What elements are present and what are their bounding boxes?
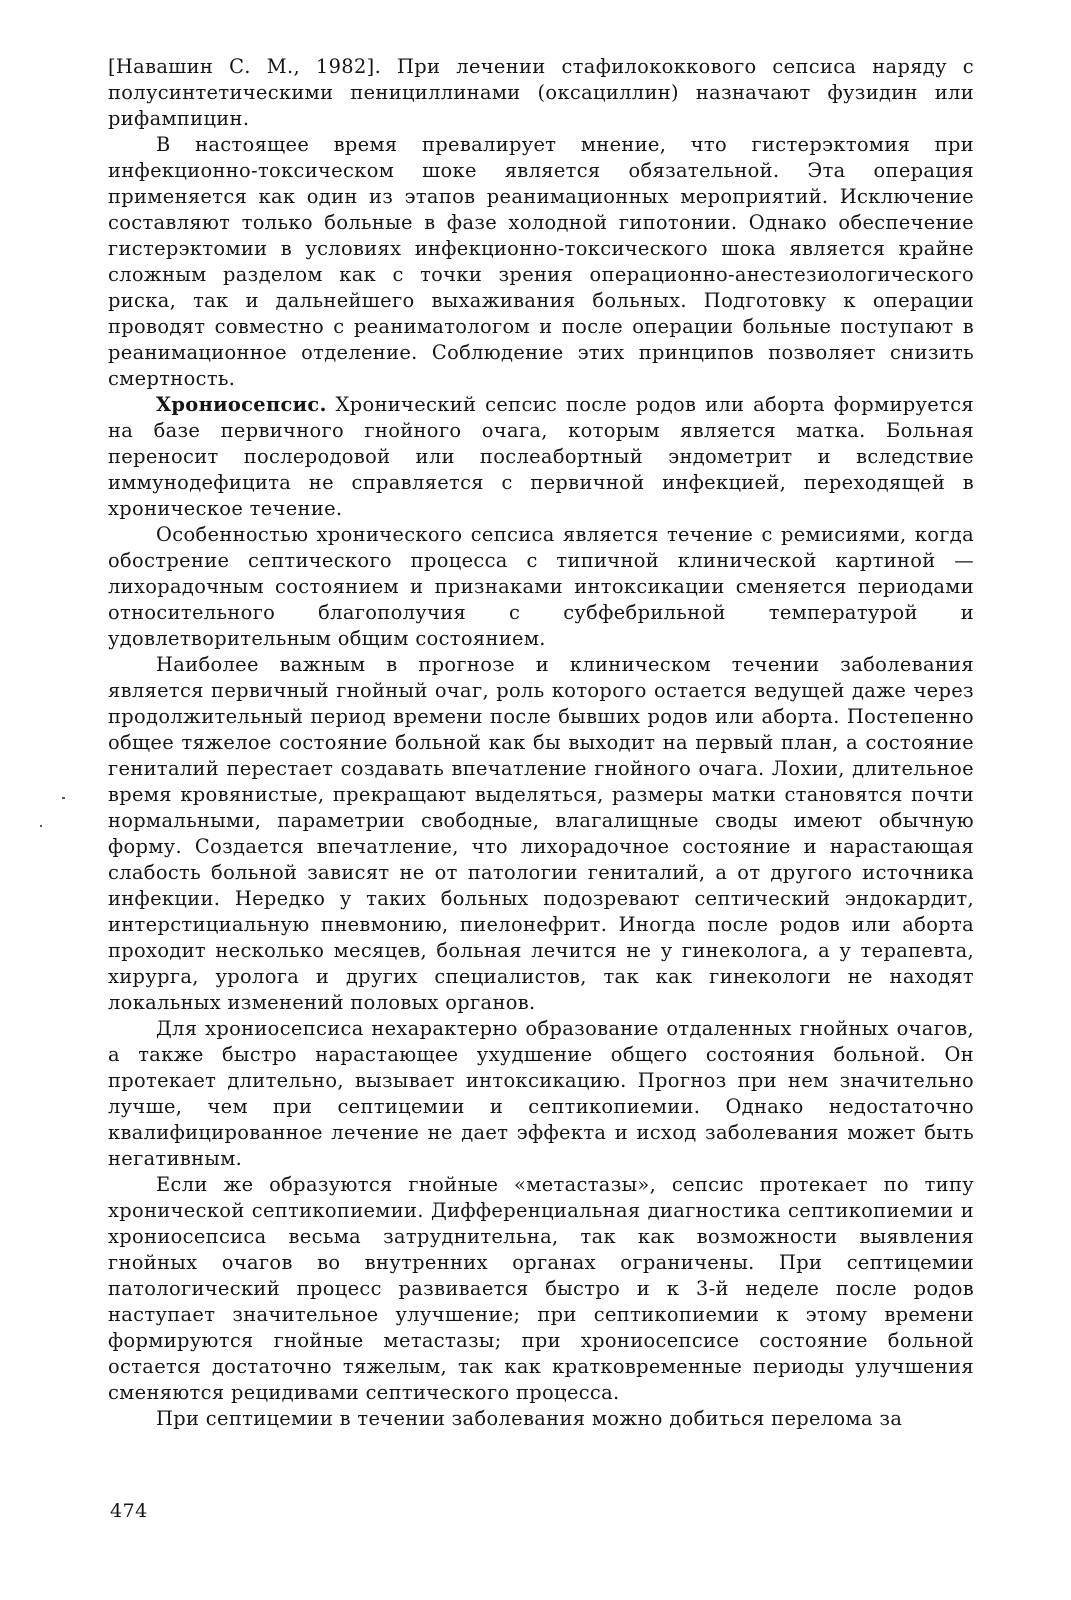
paragraph-text: Если же образуются гнойные «метастазы», сепсис протекает по типу хронической септикопиемии. Дифференциальная диагностика септикопиемии и хрониосепсиса весьма затруднительна, так как возможности выявления гнойных очагов во внутренних органах ограничены. При септицемии патологический процесс развивается быстро и к 3-й неделе после родов наступает значительное улучшение; при септикопиемии к этому времени формируются гнойные метастазы; при хрониосепсисе состояние больной остается достаточно тяжелым, так как кратковременные периоды улучшения сменяются рецидивами септического процесса. [108,1173,974,1404]
page-body [108,54,974,1432]
scan-speck [40,825,42,827]
paragraph-text: При септицемии в течении заболевания можно добиться перелома за [156,1407,903,1430]
paragraph-8 [108,1406,974,1432]
paragraph-7 [108,1172,974,1406]
scan-speck [62,797,65,799]
paragraph-5 [108,652,974,1016]
page-number: 474 [110,1500,148,1522]
paragraph-text: Особенностью хронического сепсиса является течение с ремисиями, когда обострение септического процесса с типичной клинической картиной — лихорадочным состоянием и признаками интоксикации сменяется периодами относительного благополучия с субфебрильной температурой и удовлетворительным общим состоянием. [108,523,974,650]
paragraph-chroniosepsis [108,392,974,522]
paragraph-text: Для хрониосепсиса нехарактерно образование отдаленных гнойных очагов, а также быстро нарастающее ухудшение общего состояния больной. Он протекает длительно, вызывает интоксикацию. Прогноз при нем значительно лучше, чем при септицемии и септикопиемии. Однако недостаточно квалифицированное лечение не дает эффекта и исход заболевания может быть негативным. [108,1017,974,1170]
section-run-in-heading: Хрониосепсис. [156,393,327,416]
paragraph-text: [Навашин С. М., 1982]. При лечении стафилококкового сепсиса наряду с полусинтетическими пенициллинами (оксациллин) назначают фузидин или рифампицин. [108,55,974,130]
paragraph-4 [108,522,974,652]
paragraph-1 [108,54,974,132]
paragraph-text: Наиболее важным в прогнозе и клиническом течении заболевания является первичный гнойный очаг, роль которого остается ведущей даже через продолжительный период времени после бывших родов или аборта. Постепенно общее тяжелое состояние больной как бы выходит на первый план, а состояние гениталий перестает создавать впечатление гнойного очага. Лохии, длительное время кровянистые, прекращают выделяться, размеры матки становятся почти нормальными, параметрии свободные, влагалищные своды имеют обычную форму. Создается впечатление, что лихорадочное состояние и нарастающая слабость больной зависят не от патологии гениталий, а от другого источника инфекции. Нередко у таких больных подозревают септический эндокардит, интерстициальную пневмонию, пиелонефрит. Иногда после родов или аборта проходит несколько месяцев, больная лечится не у гинеколога, а у терапевта, хирурга, уролога и других специалистов, так как гинекологи не находят локальных изменений половых органов. [108,653,974,1014]
paragraph-text: В настоящее время превалирует мнение, что гистерэктомия при инфекционно-токсическом шоке является обязательной. Эта операция применяется как один из этапов реанимационных мероприятий. Исключение составляют только больные в фазе холодной гипотонии. Однако обеспечение гистерэктомии в условиях инфекционно-токсического шока является крайне сложным разделом как с точки зрения операционно-анестезиологического риска, так и дальнейшего выхаживания больных. Подготовку к операции проводят совместно с реаниматологом и после операции больные поступают в реанимационное отделение. Соблюдение этих принципов позволяет снизить смертность. [108,133,974,390]
paragraph-text: Хронический сепсис после родов или аборта формируется на базе первичного гнойного очага, которым является матка. Больная переносит послеродовой или послеабортный эндометрит и вследствие иммунодефицита не справляется с первичной инфекцией, переходящей в хроническое течение. [108,393,974,520]
paragraph-6 [108,1016,974,1172]
paragraph-2 [108,132,974,392]
